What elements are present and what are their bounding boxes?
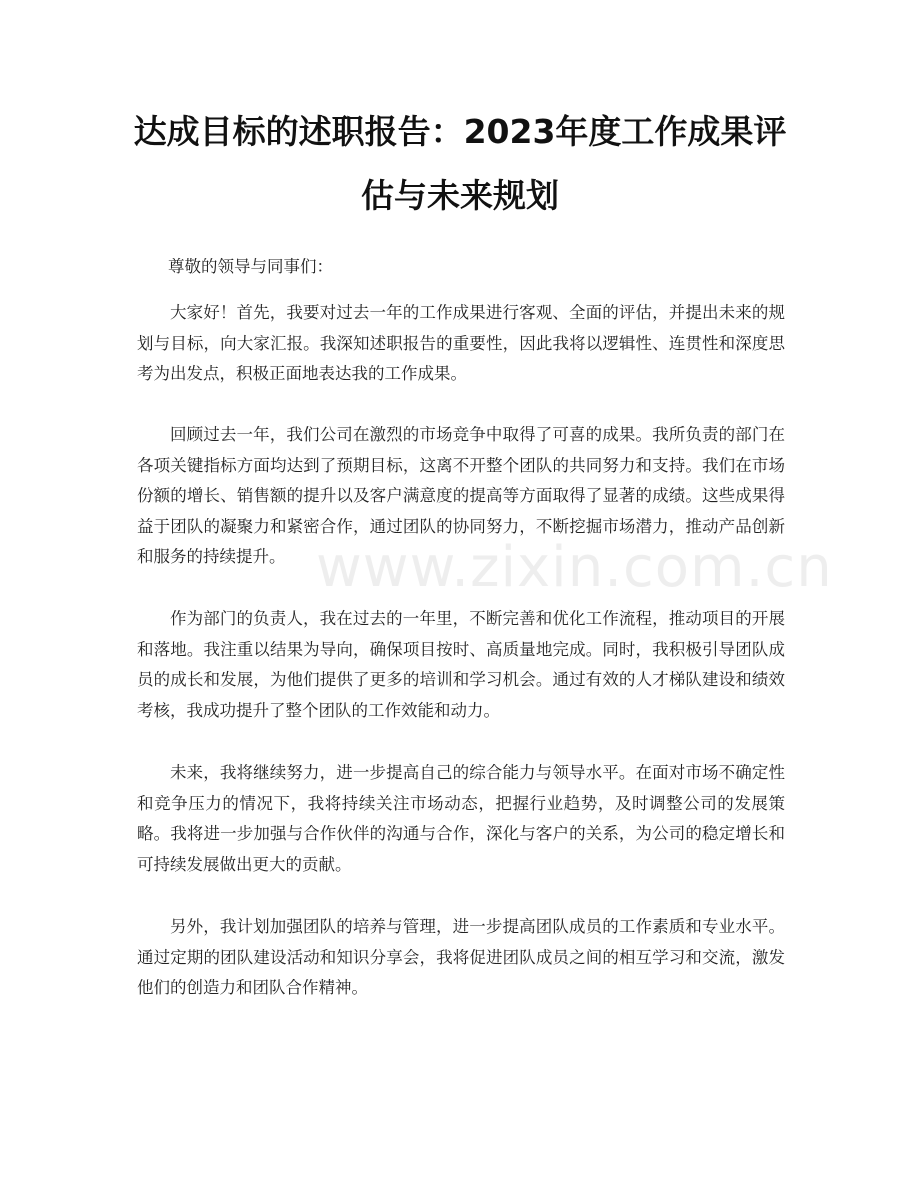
watermark: www.zixin.com.cn [316, 535, 833, 600]
document-title: 达成目标的述职报告：2023年度工作成果评估与未来规划 [133, 112, 787, 215]
paragraph-1: 大家好！首先，我要对过去一年的工作成果进行客观、全面的评估，并提出未来的规划与目标，向大家汇报。我深知述职报告的重要性，因此我将以逻辑性、连贯性和深度思考为出发点，积极正面地表达我的工作成果。 [137, 303, 785, 383]
paragraph-2: 回顾过去一年，我们公司在激烈的市场竞争中取得了可喜的成果。我所负责的部门在各项关键指标方面均达到了预期目标，这离不开整个团队的共同努力和支持。我们在市场份额的增长、销售额的提升以及客户满意度的提高等方面取得了显著的成绩。这些成果得益于团队的凝聚力和紧密合作，通过团队的协同努力，不断挖掘市场潜力，推动产品创新和服务的持续提升。 [137, 425, 785, 566]
salutation: 尊敬的领导与同事们： [168, 257, 333, 276]
paragraph-3: 作为部门的负责人，我在过去的一年里，不断完善和优化工作流程，推动项目的开展和落地。我注重以结果为导向，确保项目按时、高质量地完成。同时，我积极引导团队成员的成长和发展，为他们提供了更多的培训和学习机会。通过有效的人才梯队建设和绩效考核，我成功提升了整个团队的工作效能和动力。 [137, 609, 785, 720]
paragraph-4: 未来，我将继续努力，进一步提高自己的综合能力与领导水平。在面对市场不确定性和竞争压力的情况下，我将持续关注市场动态，把握行业趋势，及时调整公司的发展策略。我将进一步加强与合作伙伴的沟通与合作，深化与客户的关系，为公司的稳定增长和可持续发展做出更大的贡献。 [137, 763, 785, 874]
paragraph-5: 另外，我计划加强团队的培养与管理，进一步提高团队成员的工作素质和专业水平。通过定期的团队建设活动和知识分享会，我将促进团队成员之间的相互学习和交流，激发他们的创造力和团队合作精神。 [137, 917, 785, 997]
